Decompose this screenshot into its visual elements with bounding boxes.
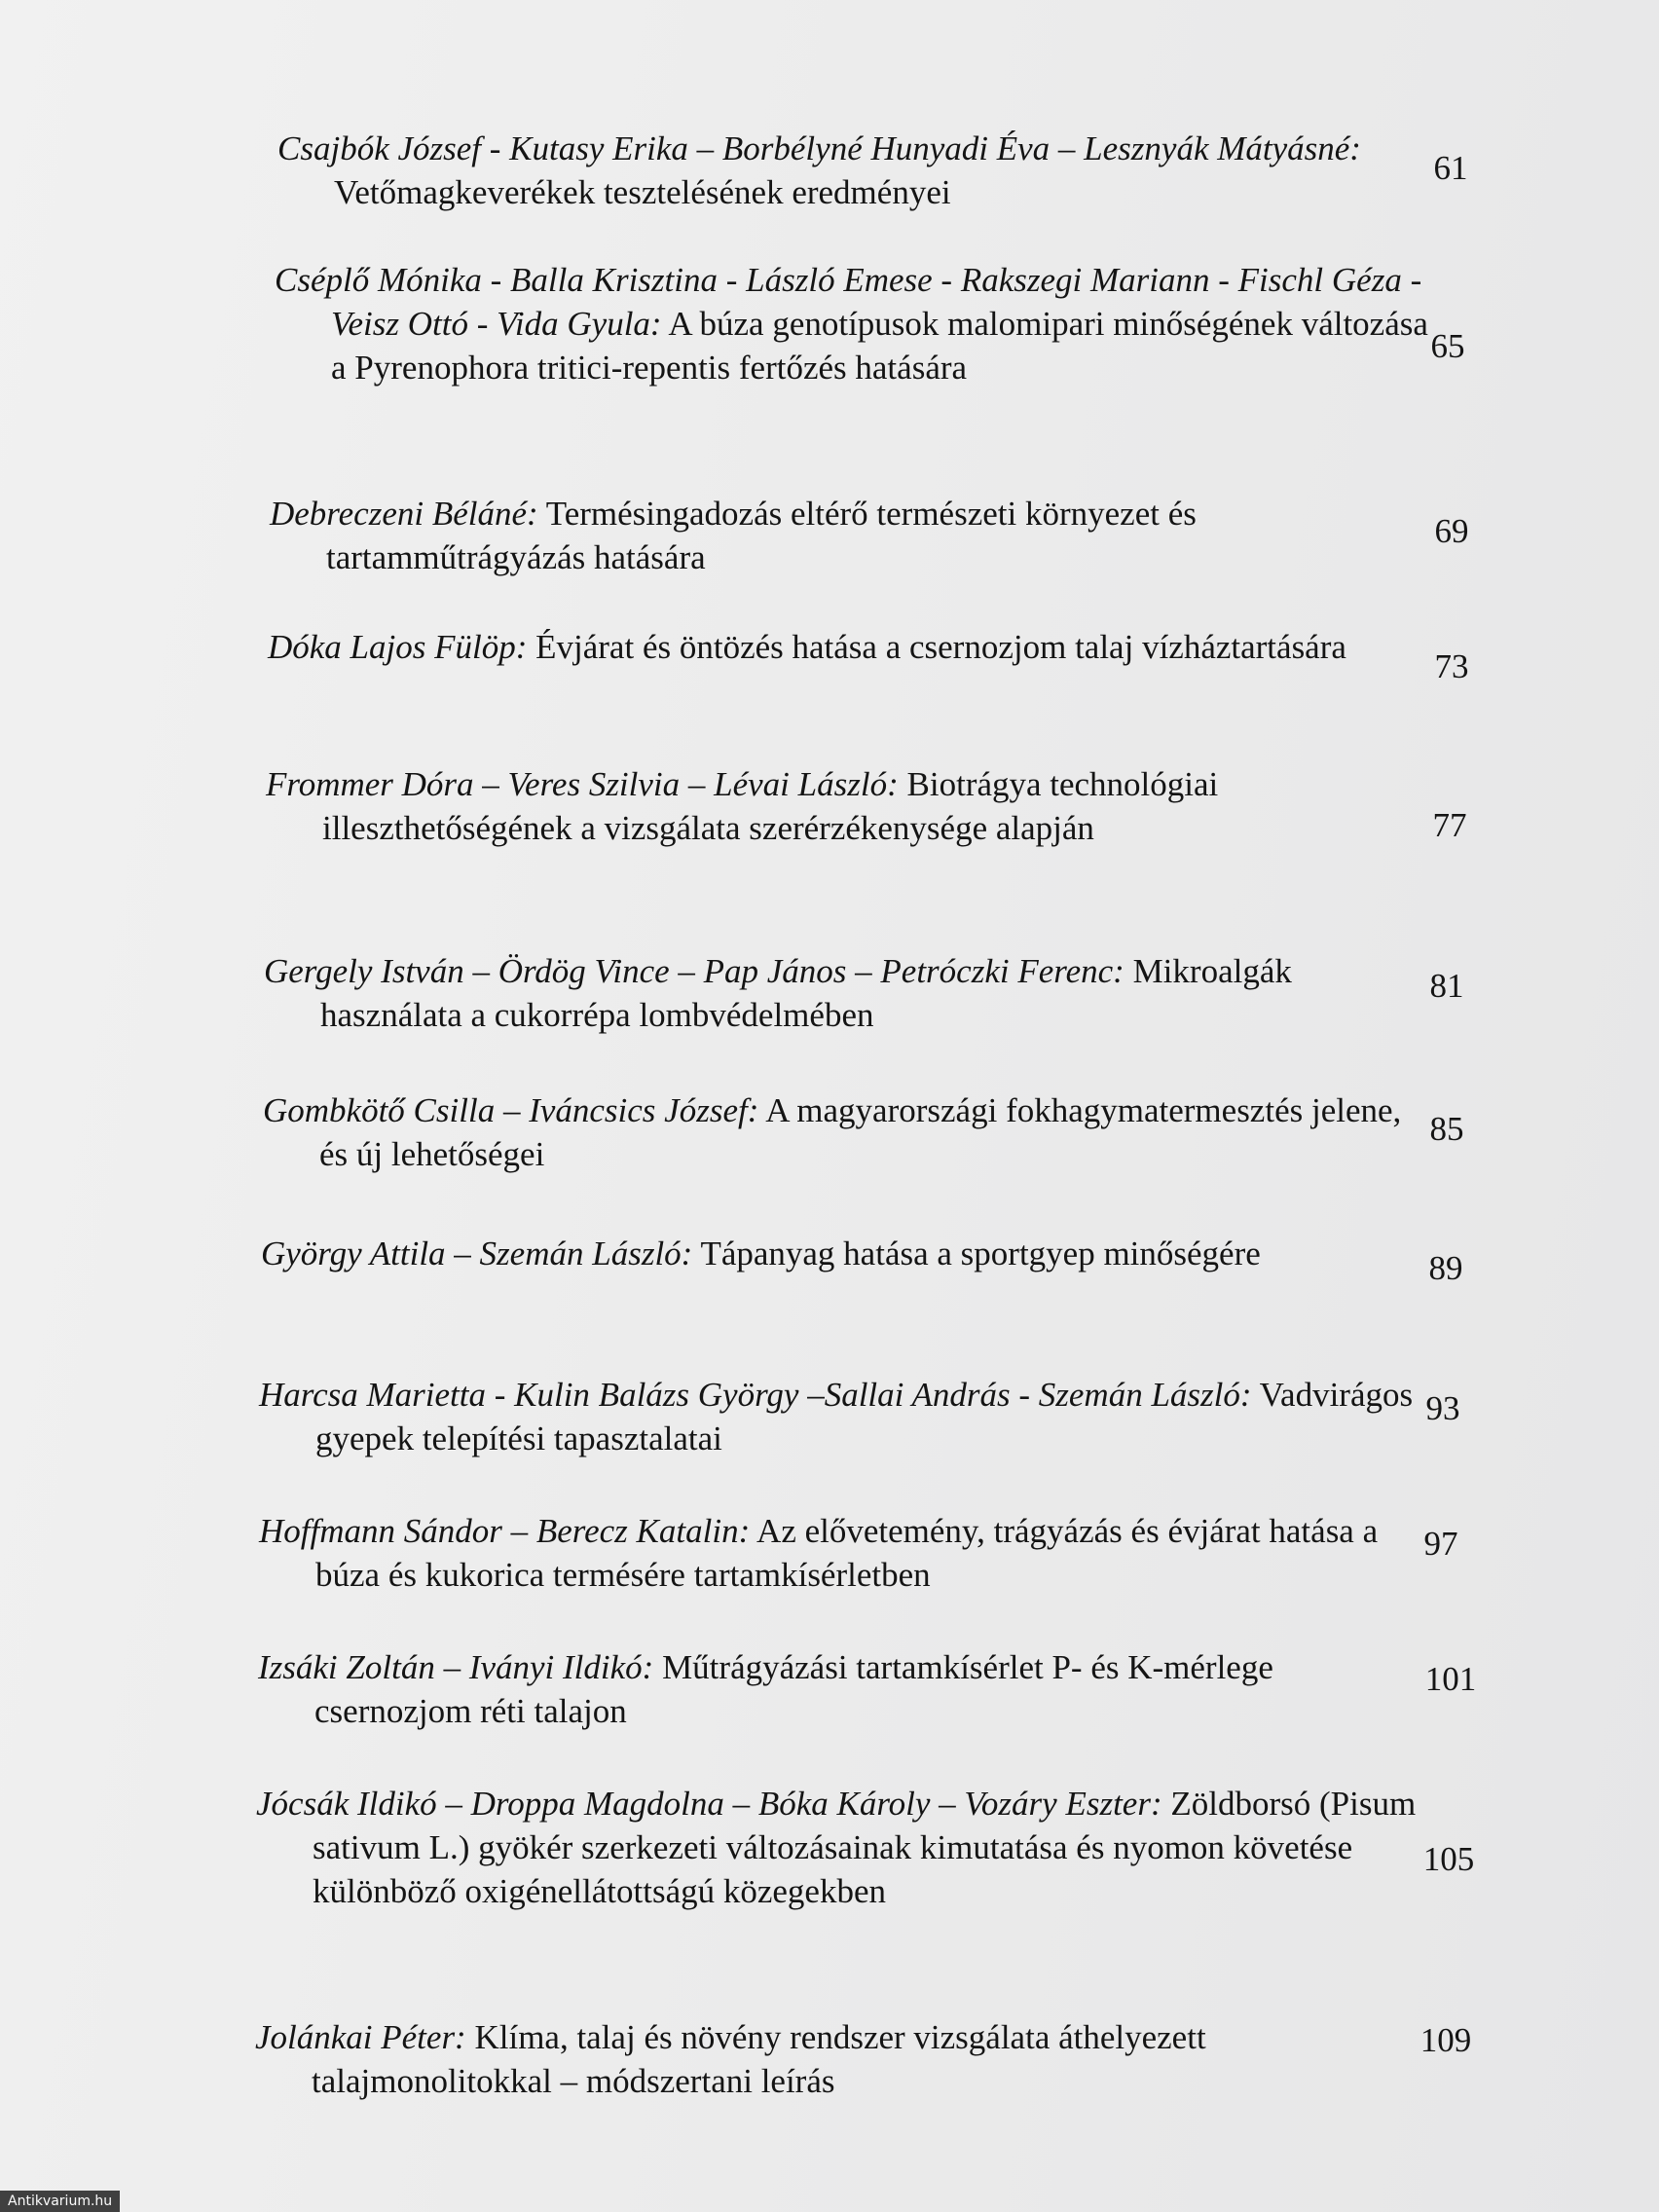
toc-title: Vadvirágos gyepek telepítési tapasztalatai <box>315 1376 1414 1457</box>
toc-entry-text <box>259 1509 1425 1597</box>
toc-authors: Jolánkai Péter: <box>255 2018 466 2056</box>
toc-page-number: 73 <box>1434 647 1469 685</box>
toc-page-number: 101 <box>1424 1660 1477 1698</box>
toc-title: A búza genotípusok malomipari minőségének változása a Pyrenophora tritici-repentis fertőzés hatására <box>331 305 1428 387</box>
toc-entry-text <box>275 258 1441 389</box>
toc-title: Klíma, talaj és növény rendszer vizsgálata áthelyezett talajmonolitokkal – módszertani leírás <box>312 2018 1206 2100</box>
toc-entry-text <box>259 1373 1425 1460</box>
toc-authors: Jócsák Ildikó – Droppa Magdolna – Bóka Károly – Vozáry Eszter: <box>256 1785 1162 1823</box>
toc-authors: Gombkötő Csilla – Iváncsics József: <box>263 1091 759 1129</box>
toc-authors: Cséplő Mónika - Balla Krisztina - László Emese - Rakszegi Mariann - Fischl Géza - Veisz Ottó - Vida Gyula: <box>275 261 1422 343</box>
toc-page-number: 109 <box>1419 2021 1472 2059</box>
toc-page-number: 77 <box>1432 806 1467 844</box>
toc-page-number: 85 <box>1429 1110 1464 1148</box>
toc-page-number: 69 <box>1434 512 1469 550</box>
toc-page-number: 65 <box>1430 327 1465 365</box>
toc-page-number: 89 <box>1428 1249 1463 1287</box>
toc-entry-text <box>255 2015 1421 2103</box>
toc-authors: Harcsa Marietta - Kulin Balázs György –Sallai András - Szemán László: <box>259 1376 1252 1414</box>
toc-entry-text <box>256 1782 1422 1913</box>
site-watermark: Antikvarium.hu <box>0 2191 120 2212</box>
toc-entry-text <box>258 1645 1424 1733</box>
toc-page-number: 81 <box>1429 967 1464 1005</box>
toc-authors: György Attila – Szemán László: <box>261 1235 693 1272</box>
toc-page-number: 105 <box>1422 1840 1475 1878</box>
toc-title: Műtrágyázási tartamkísérlet P- és K-mérlege csernozjom réti talajon <box>314 1648 1273 1730</box>
toc-title: Az elővetemény, trágyázás és évjárat hatása a búza és kukorica termésére tartamkísérletben <box>315 1512 1379 1594</box>
toc-entry-text <box>266 762 1432 850</box>
toc-entry-text <box>277 127 1444 214</box>
toc-title: Vetőmagkeverékek tesztelésének eredményei <box>334 173 951 211</box>
toc-page-number: 93 <box>1425 1389 1460 1427</box>
toc-title: Biotrágya technológiai illeszthetőségének a vizsgálata szerérzékenysége alapján <box>322 765 1219 847</box>
toc-page-number: 61 <box>1433 149 1468 187</box>
toc-title: A magyarországi fokhagymatermesztés jelene, és új lehetőségei <box>319 1091 1402 1173</box>
toc-authors: Csajbók József - Kutasy Erika – Borbélyné Hunyadi Éva – Lesznyák Mátyásné: <box>277 129 1361 167</box>
toc-authors: Gergely István – Ördög Vince – Pap János – Petróczki Ferenc: <box>264 952 1124 990</box>
toc-entry-text <box>264 949 1430 1037</box>
toc-title: Évjárat és öntözés hatása a csernozjom talaj vízháztartására <box>535 628 1346 666</box>
toc-title: Termésingadozás eltérő természeti környezet és tartamműtrágyázás hatására <box>326 495 1197 576</box>
toc-entry-text <box>261 1232 1427 1275</box>
toc-authors: Debreczeni Béláné: <box>270 495 538 533</box>
toc-authors: Dóka Lajos Fülöp: <box>268 628 528 666</box>
toc-entry-text <box>268 625 1434 669</box>
toc-authors: Frommer Dóra – Veres Szilvia – Lévai László: <box>266 765 899 803</box>
toc-authors: Izsáki Zoltán – Iványi Ildikó: <box>258 1648 654 1686</box>
toc-page-number: 97 <box>1423 1525 1458 1563</box>
toc-title: Tápanyag hatása a sportgyep minőségére <box>700 1235 1261 1272</box>
toc-title: Mikroalgák használata a cukorrépa lombvédelmében <box>320 952 1292 1034</box>
toc-authors: Hoffmann Sándor – Berecz Katalin: <box>259 1512 751 1550</box>
toc-entry-text <box>270 492 1436 579</box>
toc-entry-text <box>263 1088 1429 1176</box>
toc-title: Zöldborsó (Pisum sativum L.) gyökér szerkezeti változásainak kimutatása és nyomon követése különböző oxigénellátottságú közegekben <box>313 1785 1417 1910</box>
